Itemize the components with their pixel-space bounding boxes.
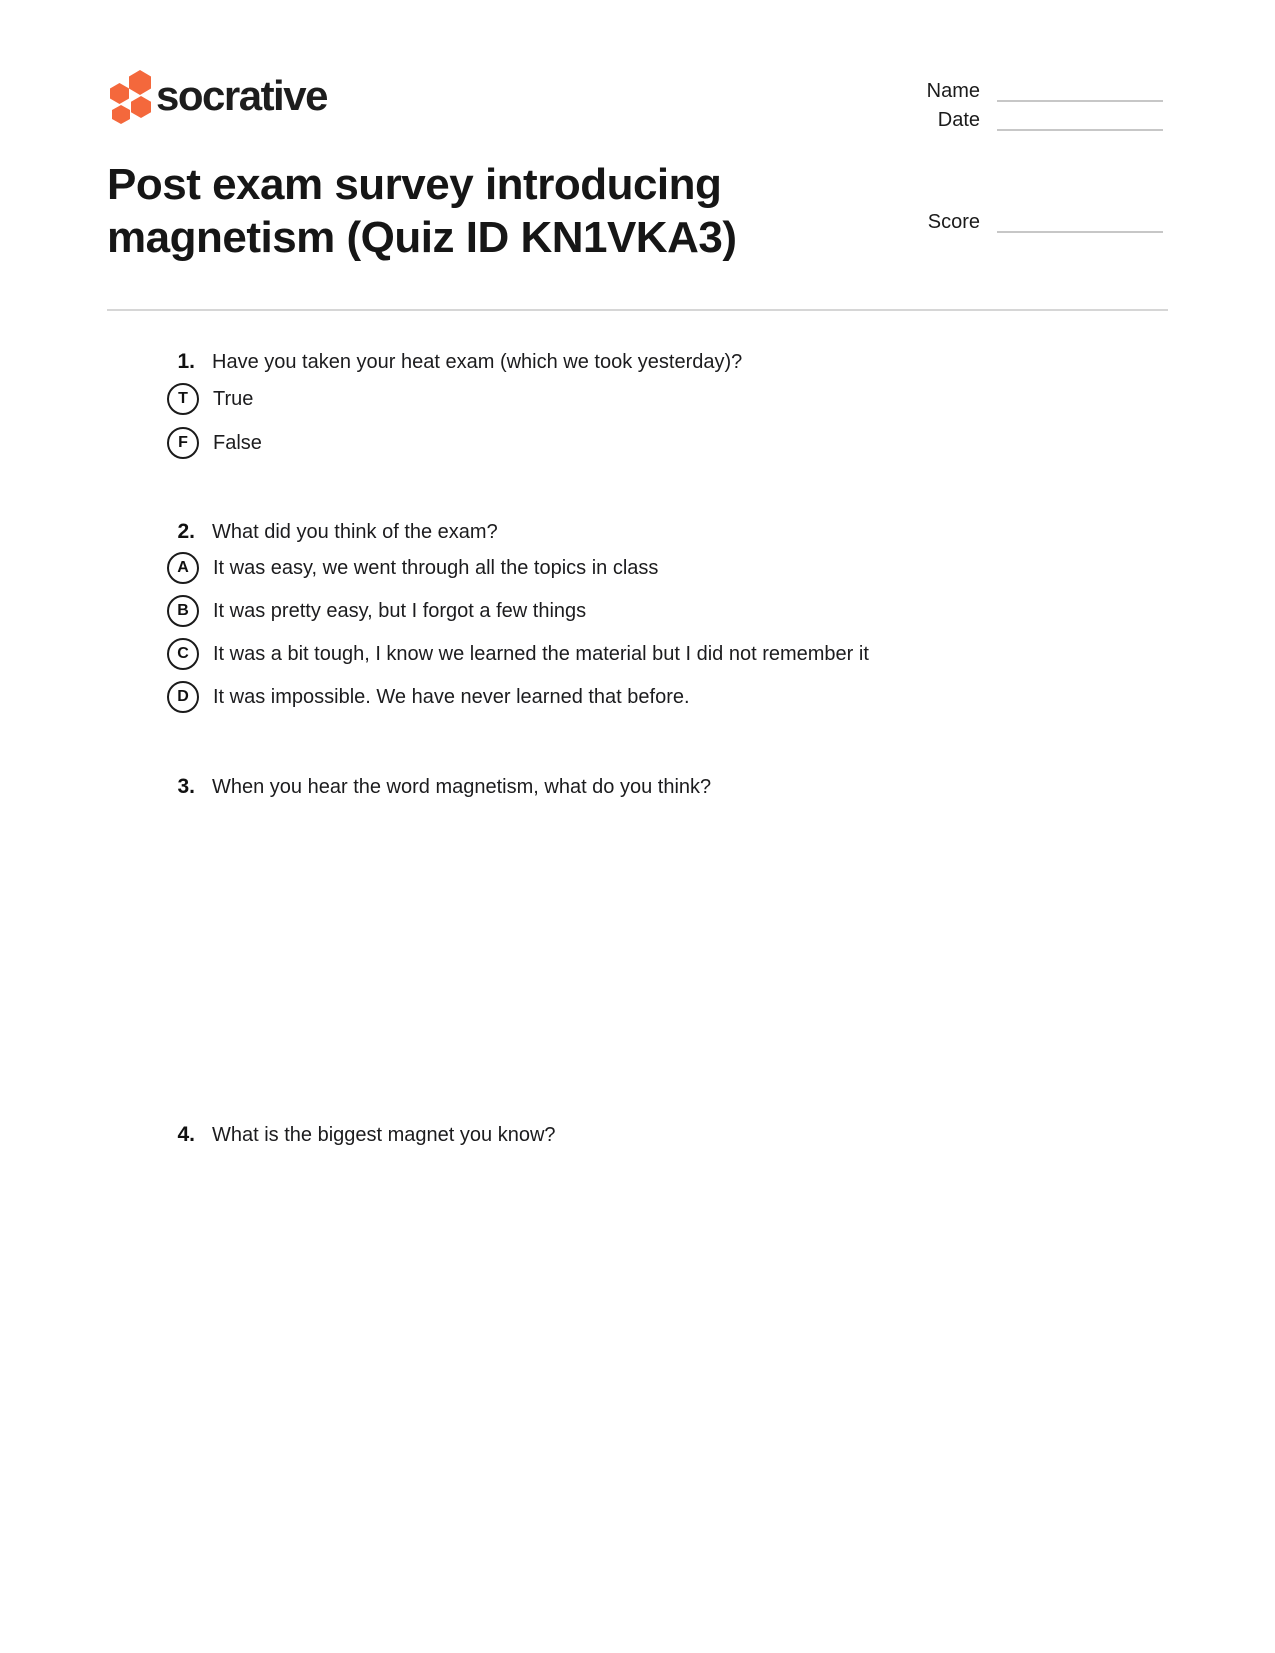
question-4 [107, 1121, 1167, 1149]
answer-bubble [167, 427, 199, 459]
option-text: It was a bit tough, I know we learned the material but I did not remember it [213, 642, 869, 665]
question-2-option-c [167, 638, 869, 670]
hexagon-icon [112, 105, 130, 124]
option-text: It was easy, we went through all the topics in class [213, 556, 659, 579]
answer-bubble-letter: C [177, 645, 189, 662]
option-text: It was impossible. We have never learned that before. [213, 685, 690, 708]
answer-bubble-letter: B [177, 602, 189, 619]
answer-bubble [167, 681, 199, 713]
score-label: Score [927, 211, 980, 233]
question-2-option-d [167, 681, 690, 713]
question-3 [107, 773, 1167, 801]
brand-wordmark: socrative [156, 72, 327, 119]
question-text: What did you think of the exam? [212, 521, 498, 543]
question-text: What is the biggest magnet you know? [212, 1124, 556, 1146]
question-number: 2. [177, 520, 195, 543]
header-divider [107, 309, 1168, 311]
date-blank-line [997, 129, 1163, 131]
answer-bubble [167, 638, 199, 670]
quiz-title: Post exam survey introducing magnetism (Quiz ID KN1VKA3) [107, 160, 737, 262]
hexagon-icon [110, 83, 129, 104]
option-text: False [213, 431, 262, 454]
hexagon-icon [131, 96, 151, 118]
question-2-option-a [167, 552, 658, 584]
answer-bubble [167, 383, 199, 415]
question-2 [107, 518, 1167, 546]
answer-bubble [167, 595, 199, 627]
name-blank-line [997, 100, 1163, 102]
question-number: 1. [177, 350, 195, 373]
answer-bubble-letter: F [178, 434, 188, 451]
question-2-option-b [167, 595, 586, 627]
question-number: 3. [177, 775, 195, 798]
question-text: Have you taken your heat exam (which we took yesterday)? [212, 351, 743, 373]
score-blank-line [997, 231, 1163, 233]
answer-bubble-letter: A [177, 559, 189, 576]
question-text: When you hear the word magnetism, what do you think? [212, 776, 712, 798]
name-label: Name [926, 80, 980, 102]
option-text: It was pretty easy, but I forgot a few things [213, 599, 587, 622]
date-label: Date [937, 109, 980, 131]
answer-bubble-letter: D [177, 688, 189, 705]
answer-bubble [167, 552, 199, 584]
option-text: True [213, 387, 254, 410]
hexagon-icon [129, 70, 151, 95]
question-1-option-false [167, 427, 262, 459]
question-1 [107, 348, 1167, 376]
question-1-option-true [167, 383, 253, 415]
question-number: 4. [177, 1123, 195, 1146]
answer-bubble-letter: T [178, 390, 188, 407]
